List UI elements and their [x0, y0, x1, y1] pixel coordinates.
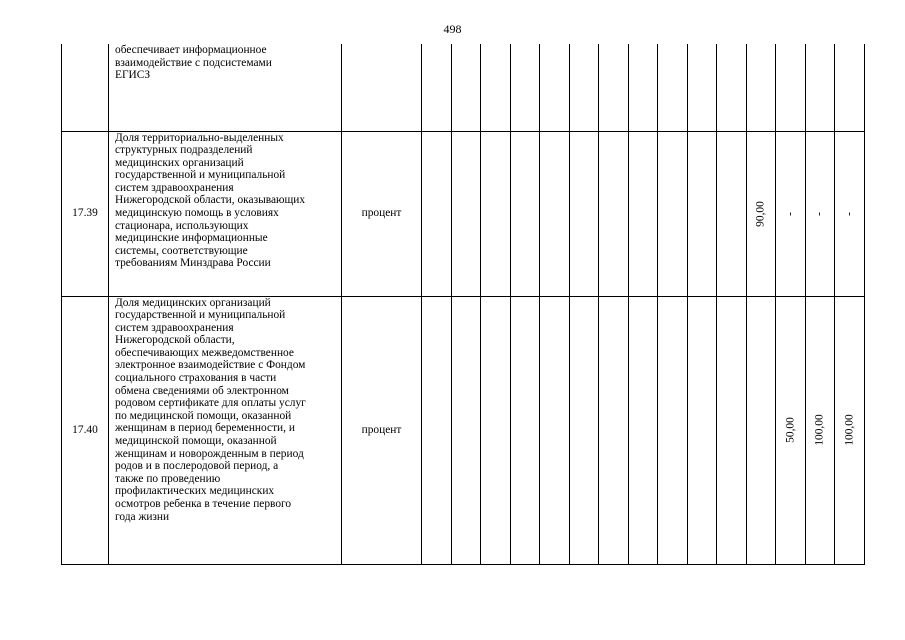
value-cell: [835, 44, 865, 131]
value-cell: [806, 44, 835, 131]
value-text: 100,00: [843, 414, 856, 446]
table-row: [62, 296, 865, 564]
indicator-description: [109, 44, 342, 131]
value-cell: [452, 44, 481, 131]
value-cell: [717, 296, 747, 564]
value-cell: [570, 131, 599, 296]
value-cell: [806, 131, 835, 296]
row-number: 17.40: [62, 296, 109, 564]
value-cell: [570, 296, 599, 564]
value-cell: [511, 44, 540, 131]
value-text: -: [843, 211, 856, 216]
value-cell: [688, 131, 717, 296]
value-cell: [806, 296, 835, 564]
value-cell: [747, 296, 776, 564]
value-cell: [422, 296, 452, 564]
value-cell: [599, 131, 629, 296]
value-cell: [629, 44, 658, 131]
value-cell: [776, 296, 806, 564]
value-cell: [452, 131, 481, 296]
indicator-table: [61, 44, 865, 565]
table-row: [62, 131, 865, 296]
value-cell: [835, 131, 865, 296]
row-number: [62, 44, 109, 131]
value-cell: [717, 44, 747, 131]
value-cell: [452, 296, 481, 564]
row-number: 17.39: [62, 131, 109, 296]
value-text: -: [813, 211, 826, 216]
value-cell: [688, 44, 717, 131]
value-text: 100,00: [813, 414, 826, 446]
value-text: 50,00: [784, 417, 797, 443]
value-cell: [599, 44, 629, 131]
value-cell: [481, 131, 511, 296]
value-cell: [422, 131, 452, 296]
value-cell: [570, 44, 599, 131]
value-cell: [629, 131, 658, 296]
indicator-description-text: Доля территориально-выделенных структурных подразделений медицинских организаций государственной и муниципальной систем здравоохранения Нижегородской области, оказывающих медицинскую помощь в условиях стационара, использующих медицинские информационные системы, соответствующие требованиям Минздрава России: [115, 131, 306, 270]
unit-cell: процент: [342, 296, 422, 564]
value-cell: [747, 131, 776, 296]
value-text: -: [784, 211, 797, 216]
value-cell: [511, 131, 540, 296]
value-cell: [835, 296, 865, 564]
indicator-description: [109, 131, 342, 296]
value-cell: [540, 131, 570, 296]
unit-cell: [342, 44, 422, 131]
value-cell: [776, 131, 806, 296]
unit-cell: процент: [342, 131, 422, 296]
value-text: 90,00: [754, 200, 767, 227]
indicator-description-text: Доля медицинских организаций государственной и муниципальной систем здравоохранения Нижегородской области, обеспечивающих межведомственное электронное взаимодействие с Фондом социального страхования в части обмена сведениями об электронном родовом сертификате для оплаты услуг по медицинской помощи, оказанной женщинам в период беременности, и медицинской помощи, оказанной женщинам и новорожденным в период родов и в послеродовой период, а также по проведению профилактических медицинских осмотров ребенка в течение первого года жизни: [115, 296, 306, 523]
page-number: 498: [443, 22, 462, 36]
value-cell: [511, 296, 540, 564]
value-cell: [629, 296, 658, 564]
value-cell: [540, 44, 570, 131]
value-cell: [658, 131, 688, 296]
value-cell: [540, 296, 570, 564]
indicator-description: [109, 296, 342, 564]
value-cell: [747, 44, 776, 131]
value-cell: [776, 44, 806, 131]
value-cell: [481, 44, 511, 131]
indicator-description-text: обеспечивает информационное взаимодействие с подсистемами ЕГИСЗ: [115, 44, 272, 82]
value-cell: [481, 296, 511, 564]
value-cell: [599, 296, 629, 564]
value-cell: [717, 131, 747, 296]
table-row: [62, 44, 865, 131]
value-cell: [422, 44, 452, 131]
value-cell: [688, 296, 717, 564]
value-cell: [658, 44, 688, 131]
value-cell: [658, 296, 688, 564]
